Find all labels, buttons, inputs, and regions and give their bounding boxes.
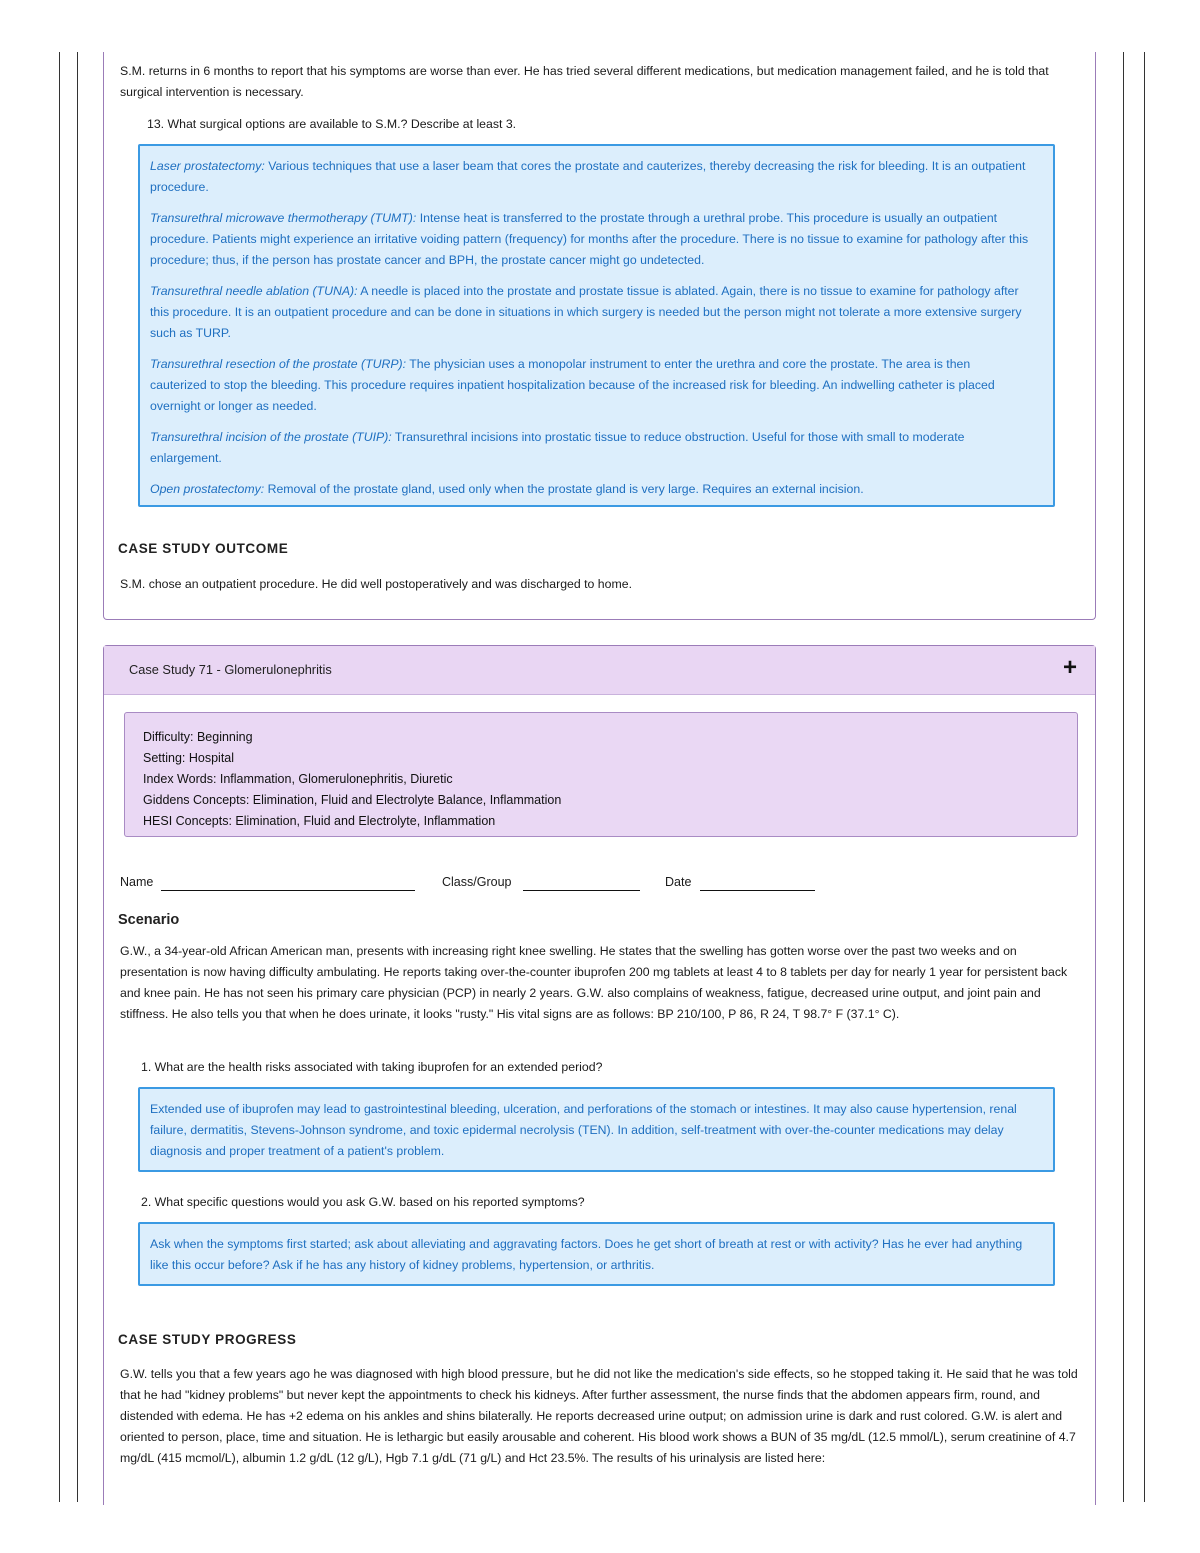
answer-box-13 xyxy=(138,144,1055,507)
name-label: Name xyxy=(120,875,154,889)
outcome-text: S.M. chose an outpatient procedure. He did well postoperatively and was discharged to home. xyxy=(120,577,632,591)
page-border-right-inner xyxy=(1123,52,1124,1502)
question-2: 2. What specific questions would you ask G.W. based on his reported symptoms? xyxy=(141,1195,585,1209)
case-study-header[interactable] xyxy=(104,646,1095,695)
progress-text: G.W. tells you that a few years ago he was diagnosed with high blood pressure, but he did not like the medication's side effects, so he stopped taking it. He said that he was told that he had "kidney problems" but never kept the appointments to check his kidneys. After further assessment, the nurse finds that the abdomen appears firm, round, and distended with edema. He has +2 edema on his ankles and shins bilaterally. He reports decreased urine output; on admission urine is dark and rust colored. G.W. is alert and oriented to person, place, time and situation. He is lethargic but easily arousable and coherent. His blood work shows a BUN of 35 mg/dL (12.5 mmol/L), serum creatinine of 4.7 mg/dL (415 mcmol/L), albumin 1.2 g/dL (12 g/L), Hgb 7.1 g/dL (71 g/L) and Hct 23.5%. The results of his urinalysis are listed here: xyxy=(120,1367,1078,1465)
scenario-heading: Scenario xyxy=(118,912,180,928)
plus-icon[interactable]: + xyxy=(1062,654,1077,681)
answer-text: Intense heat is transferred to the prostate through a urethral probe. This procedure is usually an outpatient procedure. Patients might experience an irritative voiding pattern (frequency) for months after the procedure. There is no tissue to examine for pathology after this procedure; thus, if the person has prostate cancer and BPH, the prostate cancer might go undetected. xyxy=(150,211,1029,267)
answer-term: Transurethral resection of the prostate (TURP): xyxy=(150,357,407,371)
hesi-concepts: HESI Concepts: Elimination, Fluid and Electrolyte, Inflammation xyxy=(143,814,496,828)
case-metadata-box xyxy=(124,712,1078,837)
index-words: Index Words: Inflammation, Glomerulonephritis, Diuretic xyxy=(143,772,453,786)
answer-text: A needle is placed into the prostate and prostate tissue is ablated. Again, there is no tissue to examine for pathology after this procedure. It is an outpatient procedure and can be done in situations in which surgery is needed but the person might not tolerate a more extensive surgery such as TURP. xyxy=(150,284,1022,340)
case-study-title: Case Study 71 - Glomerulonephritis xyxy=(129,662,332,677)
class-group-field[interactable] xyxy=(523,890,640,891)
date-label: Date xyxy=(665,875,692,889)
answer-item xyxy=(150,208,1029,271)
answer-text: Various techniques that use a laser beam that cores the prostate and cauterizes, thereby decreasing the risk for bleeding. It is an outpatient procedure. xyxy=(150,159,1026,194)
question-13: 13. What surgical options are available to S.M.? Describe at least 3. xyxy=(147,117,517,131)
answer-box-1 xyxy=(138,1087,1055,1172)
answer-item xyxy=(150,479,1029,500)
answer-item xyxy=(150,281,1029,344)
answer-text: The physician uses a monopolar instrument to enter the urethra and core the prostate. The area is then cauterized to stop the bleeding. This procedure requires inpatient hospitalization because of the increased risk for bleeding. An indwelling catheter is placed overnight or longer as needed. xyxy=(150,357,995,413)
answer-text: Removal of the prostate gland, used only when the prostate gland is very large. Requires an external incision. xyxy=(264,482,864,496)
answer-term: Transurethral needle ablation (TUNA): xyxy=(150,284,358,298)
outcome-heading: CASE STUDY OUTCOME xyxy=(118,541,289,556)
intro-paragraph: S.M. returns in 6 months to report that his symptoms are worse than ever. He has tried several different medications, but medication management failed, and he is told that surgical intervention is necessary. xyxy=(120,64,1049,99)
answer-item xyxy=(150,156,1029,198)
answer-text: Ask when the symptoms first started; ask about alleviating and aggravating factors. Does he get short of breath at rest or with activity? Has he ever had anything like this occur before? Ask if he has any history of kidney problems, hypertension, or arthritis. xyxy=(150,1237,1023,1272)
answer-item xyxy=(150,354,1029,417)
giddens-concepts: Giddens Concepts: Elimination, Fluid and Electrolyte Balance, Inflammation xyxy=(143,793,562,807)
class-group-label: Class/Group xyxy=(442,875,512,889)
difficulty: Difficulty: Beginning xyxy=(143,730,253,744)
answer-term: Transurethral microwave thermotherapy (TUMT): xyxy=(150,211,417,225)
scenario-text: G.W., a 34-year-old African American man, presents with increasing right knee swelling. He states that the swelling has gotten worse over the past two weeks and on presentation is now having difficulty ambulating. He reports taking over-the-counter ibuprofen 200 mg tablets at least 4 to 8 tablets per day for nearly 1 year for persistent back and knee pain. He has not seen his primary care physician (PCP) in nearly 2 years. G.W. also complains of weakness, fatigue, decreased urine output, and joint pain and stiffness. He also tells you that when he does urinate, it looks "rusty." His vital signs are as follows: BP 210/100, P 86, R 24, T 98.7° F (37.1° C). xyxy=(120,944,1068,1021)
page-border-right-outer xyxy=(1144,52,1145,1502)
answer-box-2 xyxy=(138,1222,1055,1286)
answer-term: Laser prostatectomy: xyxy=(150,159,265,173)
name-field[interactable] xyxy=(161,890,415,891)
setting: Setting: Hospital xyxy=(143,751,235,765)
page-border-left-outer xyxy=(59,52,60,1502)
answer-term: Transurethral incision of the prostate (TUIP): xyxy=(150,430,392,444)
answer-item xyxy=(150,427,1029,469)
date-field[interactable] xyxy=(700,890,815,891)
answer-term: Open prostatectomy: xyxy=(150,482,265,496)
question-1: 1. What are the health risks associated with taking ibuprofen for an extended period? xyxy=(141,1060,603,1074)
progress-heading: CASE STUDY PROGRESS xyxy=(118,1332,297,1347)
page-border-left-inner xyxy=(77,52,78,1502)
answer-text: Extended use of ibuprofen may lead to gastrointestinal bleeding, ulceration, and perforations of the stomach or intestines. It may also cause hypertension, renal failure, dermatitis, Stevens-Johnson syndrome, and toxic epidermal necrolysis (TEN). In addition, self-treatment with over-the-counter medications may delay diagnosis and proper treatment of a patient's problem. xyxy=(150,1102,1017,1158)
answer-text: Transurethral incisions into prostatic tissue to reduce obstruction. Useful for those with small to moderate enlargement. xyxy=(150,430,965,465)
